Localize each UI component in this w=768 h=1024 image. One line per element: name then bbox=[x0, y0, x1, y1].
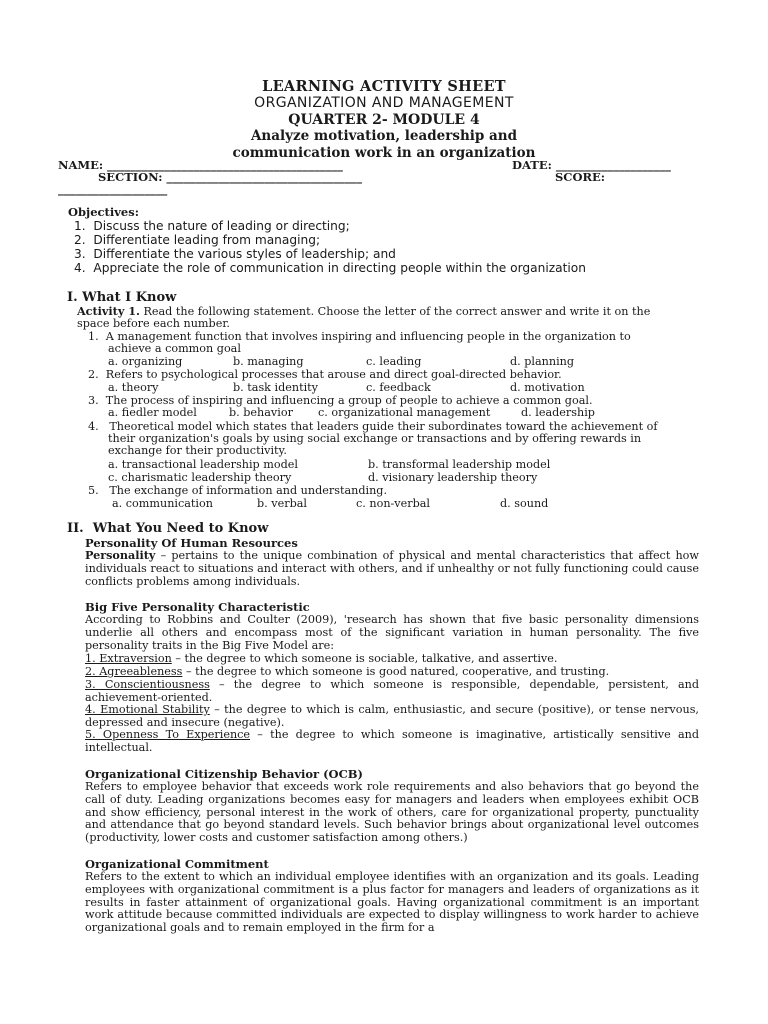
question-4: 4. Theoretical model which states that leaders guide their subordinates toward the achievement of bbox=[88, 420, 658, 433]
trait-desc: – the degree to which someone is responsible, dependable, persistent, and achievement-oriented. bbox=[85, 678, 699, 704]
trait-term: 2. Agreeableness bbox=[85, 665, 183, 678]
option: b. behavior bbox=[229, 406, 293, 419]
trait-desc: – the degree to which someone is imaginative, artistically sensitive and intellectual. bbox=[85, 728, 699, 754]
option: c. charismatic leadership theory bbox=[108, 471, 292, 484]
option: a. communication bbox=[112, 497, 213, 510]
quarter-title: QUARTER 2- MODULE 4 bbox=[288, 112, 480, 128]
option: a. theory bbox=[108, 381, 159, 394]
option: a. organizing bbox=[108, 355, 183, 368]
section-1-heading: I. What I Know bbox=[67, 290, 177, 305]
trait-term: 4. Emotional Stability bbox=[85, 703, 210, 716]
option: d. visionary leadership theory bbox=[368, 471, 538, 484]
option: a. transactional leadership model bbox=[108, 458, 298, 471]
personality-term: Personality bbox=[85, 548, 156, 562]
option: d. leadership bbox=[521, 406, 595, 419]
option: c. leading bbox=[366, 355, 422, 368]
trait-term: 5. Openness To Experience bbox=[85, 728, 251, 741]
personality-paragraph bbox=[85, 549, 699, 588]
question-4-cont: their organization's goals by using social exchange or transactions and by offering rewards in bbox=[108, 432, 642, 445]
ocb-paragraph: Refers to employee behavior that exceeds work role requirements and also behaviors that go beyond the call of duty. Leading organizations becomes easy for managers and leaders when employees exhibit OCB and show efficiency, personal interest in the work of others, care for organizational property, punctuality and attendance that go beyond standard levels. Such behavior brings about organizational level outcomes (productivity, lower costs and customer satisfaction among others.) bbox=[85, 780, 699, 845]
score-label: SCORE: bbox=[555, 170, 606, 184]
trait-item bbox=[85, 729, 699, 755]
objective-item: 4. Appreciate the role of communication in directing people within the organization bbox=[74, 261, 586, 275]
option: b. verbal bbox=[257, 497, 307, 510]
trait-item bbox=[85, 679, 699, 705]
option: b. transformal leadership model bbox=[368, 458, 551, 471]
question-5: 5. The exchange of information and understanding. bbox=[88, 484, 387, 497]
question-1: 1. A management function that involves inspiring and influencing people in the organization to bbox=[88, 330, 631, 343]
trait-term: 3. Conscientiousness bbox=[85, 678, 210, 691]
option: c. feedback bbox=[366, 381, 431, 394]
question-1-cont: achieve a common goal bbox=[108, 342, 241, 355]
trait-term: 1. Extraversion bbox=[85, 652, 172, 665]
option: a. fiedler model bbox=[108, 406, 197, 419]
option: c. organizational management bbox=[318, 406, 491, 419]
trait-item bbox=[85, 666, 699, 679]
commitment-paragraph: Refers to the extent to which an individual employee identifies with an organization and its goals. Leading employees with organizational commitment is a plus factor for managers and leaders of organizations as it results in faster attainment of organizational goals. Having organizational commitment is an important work attitude because committed individuals are expected to display willingness to work harder to achieve organizational goals and to remain employed in the firm for a bbox=[85, 870, 699, 935]
option: d. motivation bbox=[510, 381, 585, 394]
activity-label: Activity 1. bbox=[77, 304, 140, 318]
objectives-heading: Objectives: bbox=[68, 205, 139, 219]
big-five-heading: Big Five Personality Characteristic bbox=[85, 600, 310, 614]
ocb-heading: Organizational Citizenship Behavior (OCB) bbox=[85, 767, 363, 781]
trait-item bbox=[85, 704, 699, 730]
topic-line-1: Analyze motivation, leadership and bbox=[250, 128, 518, 144]
activity-text-2: space before each number. bbox=[77, 317, 230, 330]
section-2-heading: II. What You Need to Know bbox=[67, 521, 269, 536]
option: b. task identity bbox=[233, 381, 318, 394]
trait-desc: – the degree to which someone is good natured, cooperative, and trusting. bbox=[182, 665, 610, 678]
score-field[interactable]: ___________________ bbox=[58, 182, 168, 196]
option: c. non-verbal bbox=[356, 497, 431, 510]
name-field[interactable]: NAME: _________________________________________ bbox=[58, 158, 343, 172]
activity-text: Read the following statement. Choose the letter of the correct answer and write it on the bbox=[139, 305, 651, 318]
topic-line-2: communication work in an organization bbox=[232, 145, 536, 161]
trait-item bbox=[85, 653, 699, 666]
question-3: 3. The process of inspiring and influencing a group of people to achieve a common goal. bbox=[88, 394, 593, 407]
option: d. sound bbox=[500, 497, 549, 510]
objective-item: 1. Discuss the nature of leading or directing; bbox=[74, 219, 350, 233]
date-field[interactable]: DATE: ____________________ bbox=[512, 158, 671, 172]
sheet-title: LEARNING ACTIVITY SHEET bbox=[262, 78, 506, 95]
objective-item: 2. Differentiate leading from managing; bbox=[74, 233, 321, 247]
trait-desc: – the degree to which someone is sociable, talkative, and assertive. bbox=[171, 652, 558, 665]
section-field[interactable]: SECTION: __________________________________ bbox=[98, 170, 363, 184]
personality-heading: Personality Of Human Resources bbox=[85, 536, 298, 550]
question-4-cont: exchange for their productivity. bbox=[108, 444, 287, 457]
option: d. planning bbox=[510, 355, 575, 368]
big-five-intro: According to Robbins and Coulter (2009), 'research has shown that five basic personality dimensions underlie all others and encompass most of the significant variation in human personality. The five personality traits in the Big Five Model are: bbox=[85, 613, 699, 652]
question-2: 2. Refers to psychological processes that arouse and direct goal-directed behavior. bbox=[88, 368, 562, 381]
commitment-heading: Organizational Commitment bbox=[85, 857, 269, 871]
personality-text: – pertains to the unique combination of physical and mental characteristics that affect how individuals react to situations and interact with others, and if unhealthy or not fully functioning could cause conflicts problems among individuals. bbox=[85, 549, 699, 588]
objective-item: 3. Differentiate the various styles of leadership; and bbox=[74, 247, 396, 261]
subject-title: ORGANIZATION AND MANAGEMENT bbox=[254, 95, 514, 111]
trait-desc: – the degree to which is calm, enthusiastic, and secure (positive), or tense nervous, depressed and insecure (negative). bbox=[85, 703, 699, 729]
option: b. managing bbox=[233, 355, 304, 368]
